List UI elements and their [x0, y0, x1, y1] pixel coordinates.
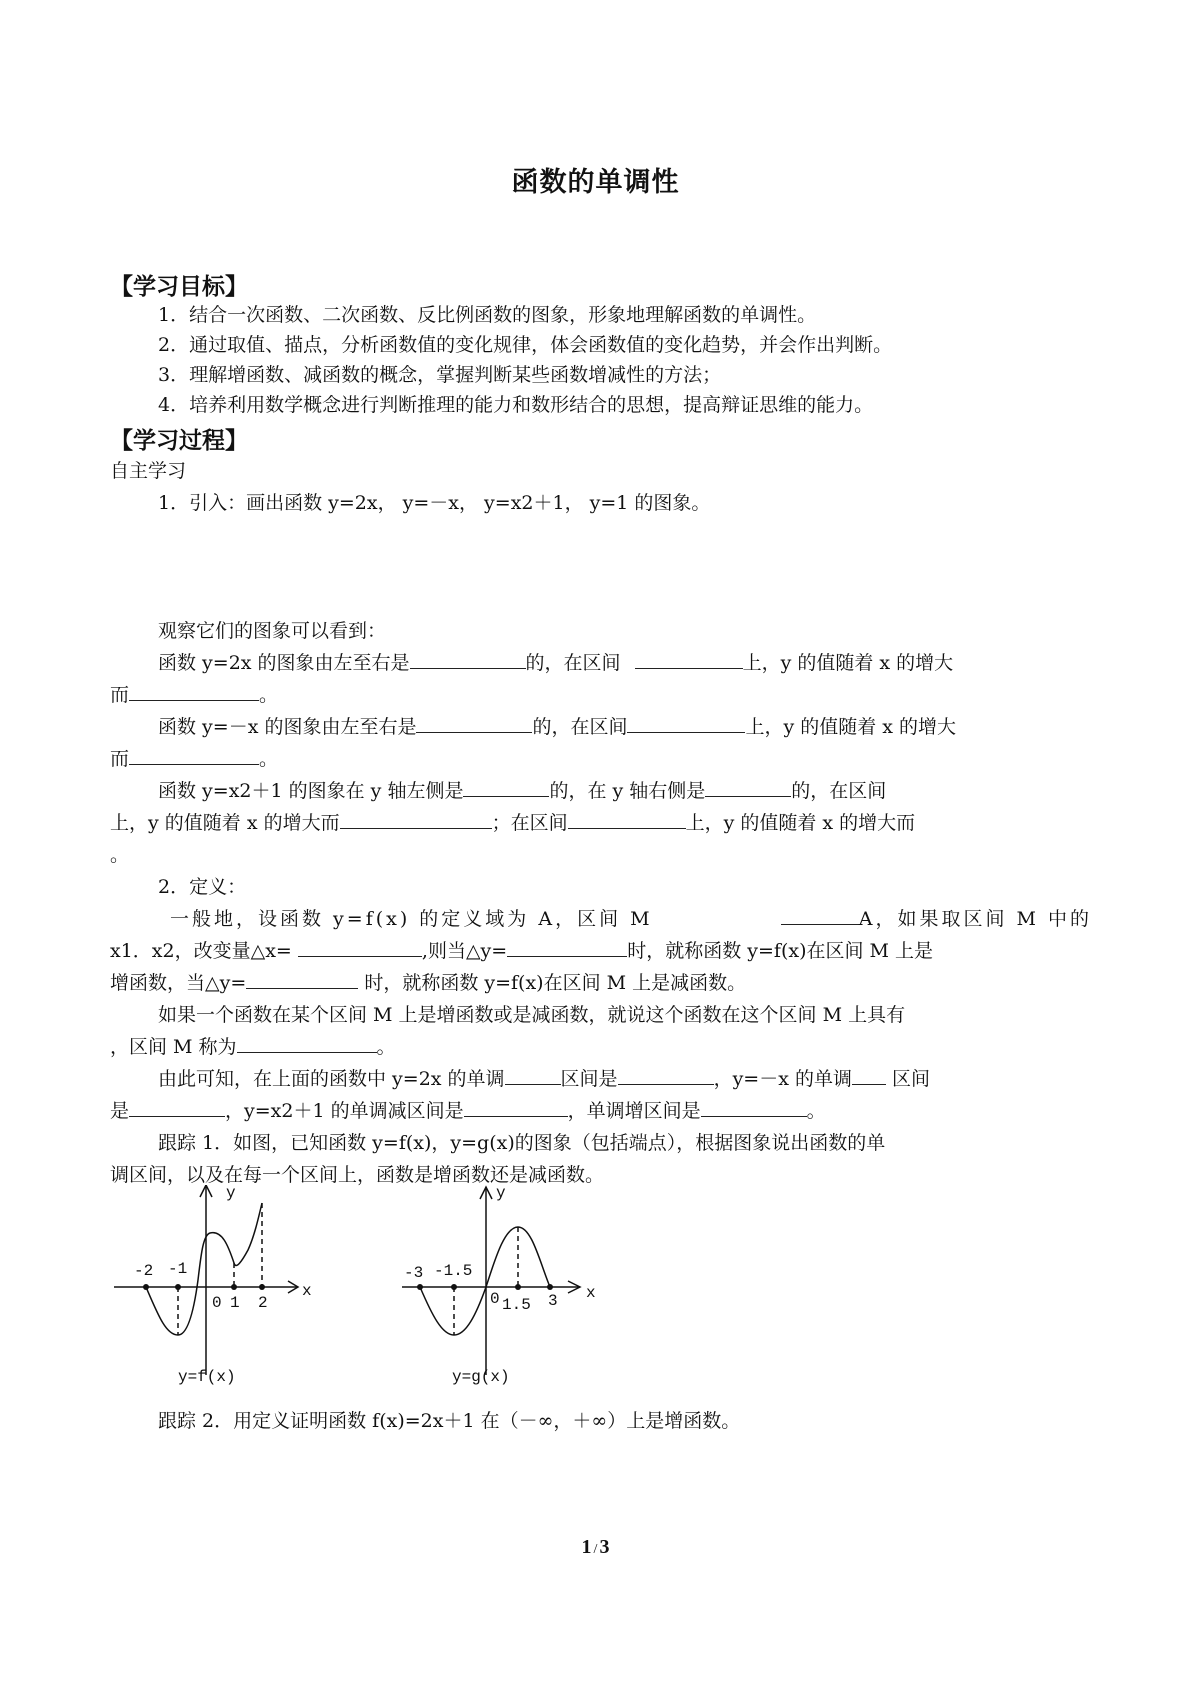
f3-blank-right[interactable]	[705, 778, 791, 797]
intro-line: 1．引入：画出函数 y=2x， y=－x， y=x2＋1， y=1 的图象。	[158, 492, 711, 514]
def-blank-interval-1[interactable]	[618, 1066, 714, 1085]
f-tick-2: 2	[258, 1294, 268, 1312]
definition-line-5	[110, 1034, 396, 1060]
def-blank-decreasing-interval[interactable]	[464, 1098, 568, 1117]
f-caption: y=f(x)	[178, 1368, 236, 1385]
g-tick-1-5: 1.5	[502, 1296, 531, 1314]
f1-blank-interval[interactable]	[635, 650, 743, 669]
definition-line-6	[158, 1066, 930, 1092]
f1-line-2	[110, 682, 278, 708]
observe-line: 观察它们的图象可以看到：	[158, 620, 387, 642]
f2-text-a: 函数 y=－x 的图象由左至右是	[158, 716, 417, 738]
def-text-2a: x1．x2，改变量△x=	[110, 940, 292, 962]
f3-text-d: 上，y 的值随着 x 的增大而	[110, 812, 340, 834]
definition-line-4: 如果一个函数在某个区间 M 上是增函数或是减函数，就说这个函数在这个区间 M 上具有	[158, 1004, 906, 1026]
def-blank-monotonic-interval[interactable]	[237, 1034, 377, 1053]
f3-text-b: 的，在 y 轴右侧是	[549, 780, 706, 802]
f1-text-e: 。	[259, 684, 279, 706]
def-blank-subset[interactable]	[781, 906, 859, 925]
f3-text-e: ；在区间	[491, 812, 568, 834]
f2-line-2	[110, 746, 278, 772]
def-text-1a: 一般地，设函数 y=f(x) 的定义域为 A，区间 M	[170, 908, 653, 930]
def-text-3a: 增函数，当△y=	[110, 972, 247, 994]
f3-blank-interval-2[interactable]	[568, 810, 686, 829]
f2-text-c: 上，y 的值随着 x 的增大	[745, 716, 957, 738]
track1-line-1: 跟踪 1．如图，已知函数 y=f(x)，y=g(x)的图象（包括端点），根据图象说出函数的单	[158, 1132, 886, 1154]
page-separator: /	[593, 1542, 598, 1557]
definition-line-2	[110, 938, 933, 964]
f2-blank-direction[interactable]	[416, 714, 532, 733]
g-x-axis-label: x	[586, 1284, 596, 1302]
section-heading-process: 【学习过程】	[110, 428, 248, 454]
f3-blank-left[interactable]	[463, 778, 549, 797]
f-tick-neg2: -2	[134, 1262, 154, 1280]
def-text-7b: ，y=x2＋1 的单调减区间是	[225, 1100, 464, 1122]
subheading-self-study: 自主学习	[110, 460, 187, 482]
f1-line	[158, 650, 953, 676]
f3-text-f: 上，y 的值随着 x 的增大而	[685, 812, 916, 834]
f1-text-d: 而	[110, 684, 130, 706]
f-tick-1: 1	[230, 1294, 240, 1312]
f-x-axis-label: x	[302, 1282, 312, 1300]
g-origin-label: 0	[490, 1290, 500, 1308]
track2-line: 跟踪 2．用定义证明函数 f(x)=2x＋1 在（－∞，＋∞）上是增函数。	[158, 1410, 741, 1432]
f2-text-b: 的，在区间	[532, 716, 628, 738]
track1-line-2: 调区间，以及在每一个区间上，函数是增函数还是减函数。	[110, 1164, 605, 1186]
g-y-axis-label: y	[496, 1185, 506, 1202]
page-indicator	[0, 1536, 1191, 1559]
def-text-3b: 时，就称函数 y=f(x)在区间 M 上是减函数。	[364, 972, 747, 994]
f1-blank-trend[interactable]	[129, 682, 259, 701]
def-text-6a: 由此可知，在上面的函数中 y=2x 的单调	[158, 1068, 505, 1090]
definition-line-7	[110, 1098, 826, 1124]
def-text-7c: ，单调增区间是	[567, 1100, 701, 1122]
goal-item-1: 1．结合一次函数、二次函数、反比例函数的图象，形象地理解函数的单调性。	[158, 304, 817, 326]
page-current: 1	[581, 1536, 592, 1558]
def-text-5b: 。	[376, 1036, 396, 1058]
def-text-1b: A，如果取区间 M 中的	[858, 908, 1092, 930]
f3-blank-trend-1[interactable]	[340, 810, 492, 829]
f3-line	[158, 778, 886, 804]
def-blank-interval-2[interactable]	[129, 1098, 225, 1117]
definition-line-3	[110, 970, 746, 996]
f3-line-2	[110, 810, 915, 836]
def-text-6c: ，y=－x 的单调	[713, 1068, 852, 1090]
f-origin-label: 0	[212, 1294, 222, 1312]
f1-text-b: 的，在区间	[525, 652, 621, 674]
def-text-7d: 。	[806, 1100, 826, 1122]
def-blank-dx[interactable]	[298, 938, 422, 957]
def-blank-increasing-interval[interactable]	[701, 1098, 807, 1117]
def-text-2b: ,则当△y=	[421, 940, 508, 962]
f1-text-a: 函数 y=2x 的图象由左至右是	[158, 652, 410, 674]
f2-line	[158, 714, 956, 740]
section-heading-goals: 【学习目标】	[110, 274, 248, 300]
graph-g	[390, 1185, 620, 1385]
def-blank-dy-increasing[interactable]	[507, 938, 627, 957]
definition-heading: 2．定义：	[158, 876, 247, 898]
g-caption: y=g(x)	[452, 1368, 510, 1385]
def-text-2c: 时，就称函数 y=f(x)在区间 M 上是	[627, 940, 934, 962]
f-tick-neg1: -1	[168, 1260, 188, 1278]
def-text-5a: ，区间 M 称为	[110, 1036, 237, 1058]
f1-blank-direction[interactable]	[410, 650, 526, 669]
f2-blank-interval[interactable]	[627, 714, 745, 733]
goal-item-3: 3．理解增函数、减函数的概念，掌握判断某些函数增减性的方法；	[158, 364, 722, 386]
page-total: 3	[599, 1536, 610, 1558]
def-blank-dy-decreasing[interactable]	[246, 970, 358, 989]
graph-f	[100, 1185, 320, 1385]
f1-text-c: 上，y 的值随着 x 的增大	[742, 652, 954, 674]
def-text-6d: 区间	[892, 1068, 931, 1090]
f-y-axis-label: y	[226, 1185, 236, 1202]
g-tick-neg3: -3	[404, 1264, 424, 1282]
f2-text-e: 。	[259, 748, 279, 770]
g-tick-neg1-5: -1.5	[434, 1262, 473, 1280]
page-title: 函数的单调性	[511, 167, 680, 198]
g-tick-3: 3	[548, 1292, 558, 1310]
f3-text-a: 函数 y=x2＋1 的图象在 y 轴左侧是	[158, 780, 464, 802]
goal-item-2: 2．通过取值、描点，分析函数值的变化规律，体会函数值的变化趋势，并会作出判断。	[158, 334, 893, 356]
def-text-6b: 区间是	[560, 1068, 618, 1090]
f3-line-3: 。	[110, 844, 130, 866]
f2-text-d: 而	[110, 748, 130, 770]
goal-item-4: 4．培养利用数学概念进行判断推理的能力和数形结合的思想，提高辩证思维的能力。	[158, 394, 874, 416]
f3-text-c: 的，在区间	[791, 780, 887, 802]
definition-line-1	[170, 906, 1092, 932]
f2-blank-trend[interactable]	[129, 746, 259, 765]
def-blank-type-2[interactable]	[852, 1066, 886, 1085]
def-blank-type-1[interactable]	[505, 1066, 561, 1085]
def-text-7a: 是	[110, 1100, 130, 1122]
